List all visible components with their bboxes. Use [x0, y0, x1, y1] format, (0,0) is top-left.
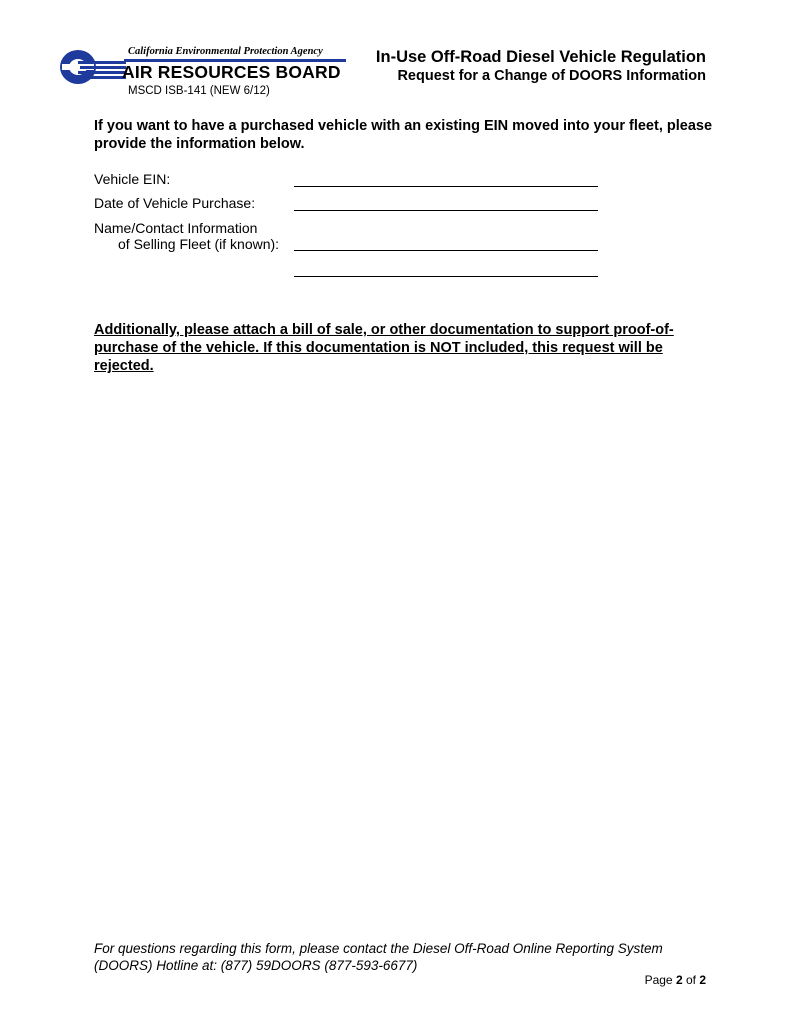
page-prefix: Page [644, 973, 676, 987]
seller-info-label: Name/Contact Information [94, 220, 258, 236]
documentation-notice: Additionally, please attach a bill of sale, or other documentation to support proof-of-purchase of the vehicle. If this documentation is NOT included, this request will be rejected. [94, 322, 674, 374]
board-name: AIR RESOURCES BOARD [122, 62, 341, 82]
arb-logo [58, 44, 348, 90]
intro-text: If you want to have a purchased vehicle with an existing EIN moved into your fleet, please provide the information below. [94, 118, 713, 152]
page-middle: of [682, 973, 700, 987]
seller-info-field[interactable] [294, 250, 598, 251]
agency-name: California Environmental Protection Agency [128, 46, 323, 57]
document-title: In-Use Off-Road Diesel Vehicle Regulation [375, 48, 706, 66]
form-number: MSCD ISB-141 (NEW 6/12) [128, 85, 270, 97]
page-current: 2 [675, 973, 683, 987]
arb-logo-icon [58, 47, 128, 87]
footer-contact: For questions regarding this form, please contact the Diesel Off-Road Online Reporting System (DOORS) Hotline at: (877) 59DOORS (877-593-6677) [94, 941, 663, 973]
document-subtitle: Request for a Change of DOORS Information [397, 68, 706, 84]
seller-info-label-cont: of Selling Fleet (if known): [118, 236, 280, 252]
purchase-date-label: Date of Vehicle Purchase: [94, 195, 256, 211]
vehicle-ein-label: Vehicle EIN: [94, 171, 171, 187]
vehicle-ein-field[interactable] [294, 186, 598, 187]
seller-info-field-line2[interactable] [294, 276, 598, 277]
purchase-date-field[interactable] [294, 210, 598, 211]
page-number [645, 973, 706, 987]
page-total: 2 [699, 973, 706, 987]
